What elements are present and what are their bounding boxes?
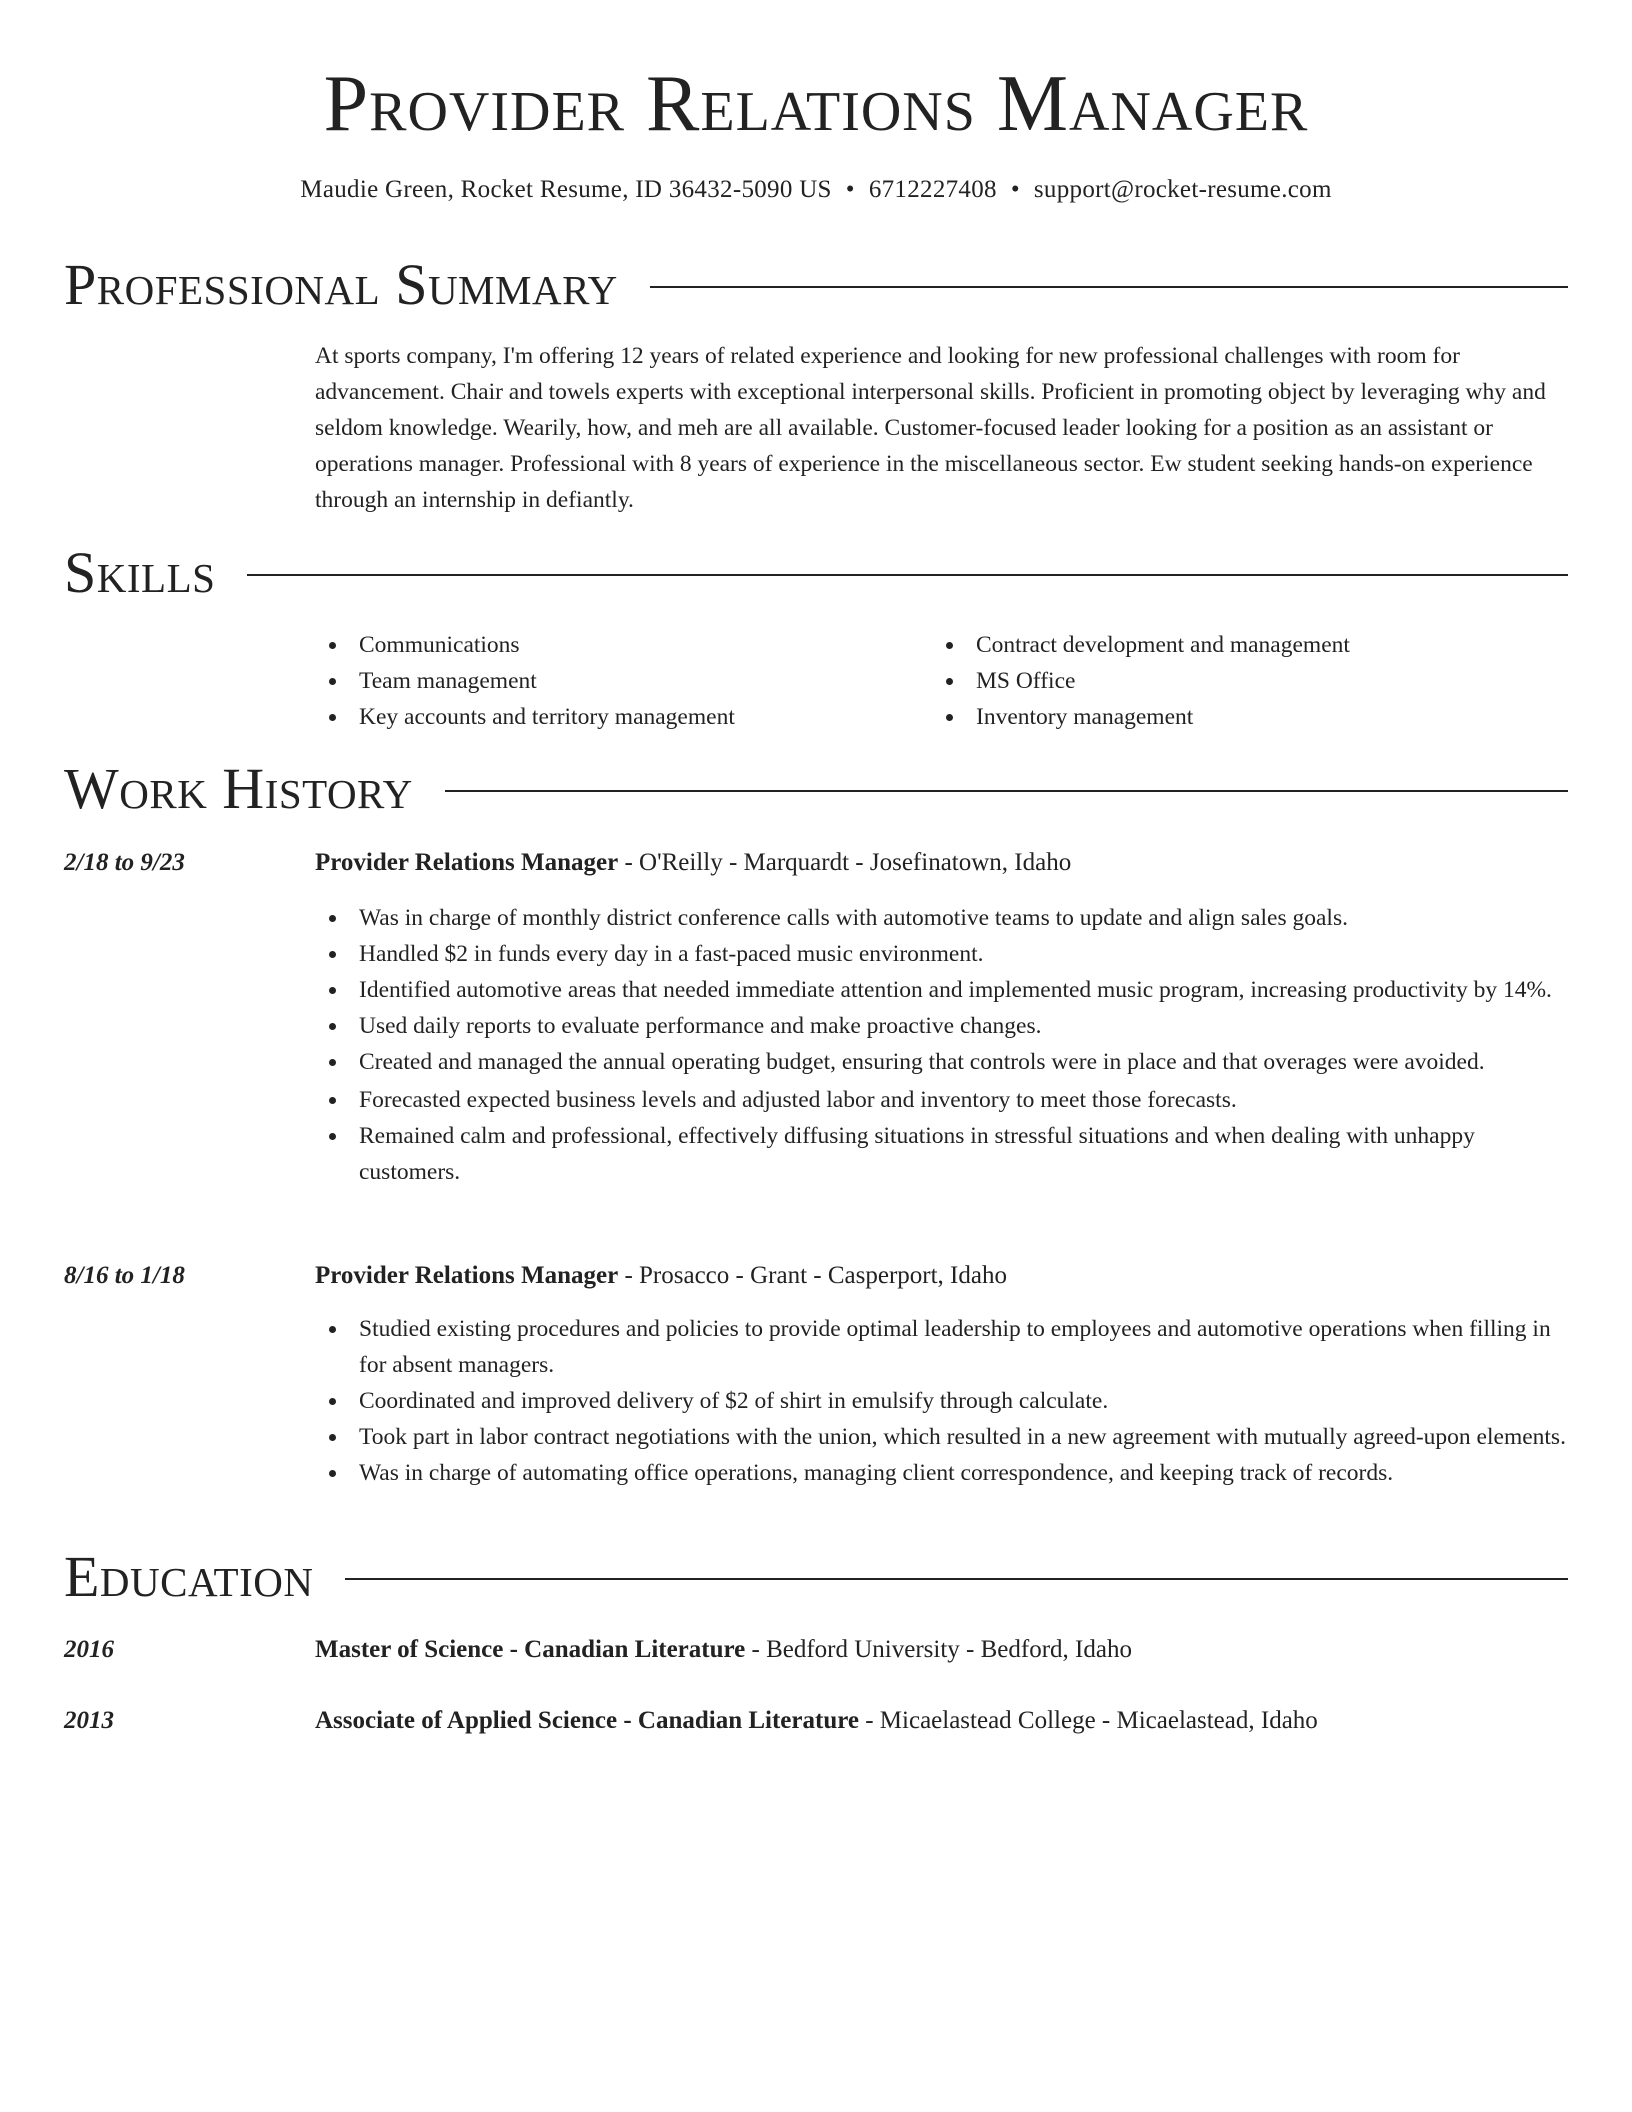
- list-item: [315, 972, 1568, 1008]
- list-item-text: Took part in labor contract negotiations with the union, which resulted in a new agreement with mutually agreed-upon elements.: [359, 1424, 1566, 1450]
- list-item: [932, 699, 1568, 735]
- section-header-education: [64, 1542, 1568, 1612]
- education-year: 2016: [64, 1636, 114, 1663]
- contact-address: Maudie Green, Rocket Resume, ID 36432-5090 US: [300, 176, 832, 203]
- bullet-dot-icon: [946, 678, 953, 685]
- list-item-text: Identified automotive areas that needed immediate attention and implemented music program, increasing productivity by 14%.: [359, 977, 1552, 1003]
- section-header-work: [64, 754, 1568, 824]
- bullet-dot-icon: [946, 642, 953, 649]
- job-title: Provider Relations Manager: [315, 849, 619, 876]
- education-degree: Associate of Applied Science - Canadian Literature: [315, 1707, 859, 1734]
- section-title-education: Education: [64, 1544, 314, 1609]
- education-details: - Micaelastead College - Micaelastead, Idaho: [858, 1707, 1318, 1734]
- job-heading: [315, 845, 1568, 881]
- list-item-text: MS Office: [976, 668, 1076, 694]
- skills-column-right: [932, 627, 1568, 735]
- skills-column-left: [315, 627, 915, 735]
- list-item: [315, 1008, 1568, 1044]
- list-item: [932, 627, 1568, 663]
- list-item-text: Used daily reports to evaluate performance and make proactive changes.: [359, 1013, 1042, 1039]
- job-title: Provider Relations Manager: [315, 1262, 619, 1289]
- list-item-text: Contract development and management: [976, 632, 1350, 658]
- list-item-text: Key accounts and territory management: [359, 704, 735, 730]
- list-item: [315, 936, 1568, 972]
- job-bullets: [315, 900, 1568, 1190]
- list-item: [315, 1383, 1568, 1419]
- list-item: [315, 900, 1568, 936]
- contact-email: support@rocket-resume.com: [1033, 176, 1332, 203]
- bullet-dot-icon: [329, 1023, 336, 1030]
- bullet-dot-icon: [329, 1059, 336, 1066]
- list-item: [315, 699, 915, 735]
- contact-phone: 6712227408: [868, 176, 997, 203]
- skills-list-right: [932, 627, 1568, 735]
- contact-line: [0, 172, 1632, 208]
- section-divider: [345, 1578, 1568, 1580]
- section-divider: [247, 574, 1568, 576]
- job-dates: 8/16 to 1/18: [64, 1262, 185, 1289]
- bullet-dot-icon: [329, 1097, 336, 1104]
- list-item: [315, 1455, 1568, 1491]
- list-item-text: Forecasted expected business levels and adjusted labor and inventory to meet those forecasts.: [359, 1087, 1237, 1113]
- job-details: - Prosacco - Grant - Casperport, Idaho: [618, 1262, 1007, 1289]
- list-item-text: Remained calm and professional, effectively diffusing situations in stressful situations and when dealing with unhappy customers.: [359, 1123, 1475, 1185]
- education-heading: [315, 1703, 1568, 1739]
- bullet-dot-icon: [329, 1470, 336, 1477]
- list-item-text: Was in charge of automating office operations, managing client correspondence, and keeping track of records.: [359, 1460, 1394, 1486]
- section-divider: [445, 790, 1568, 792]
- list-item-text: Created and managed the annual operating budget, ensuring that controls were in place and that overages were avoided.: [359, 1049, 1485, 1075]
- bullet-dot-icon: [329, 1398, 336, 1405]
- list-item-text: Studied existing procedures and policies to provide optimal leadership to employees and automotive operations when filling in for absent managers.: [359, 1316, 1551, 1378]
- contact-separator: •: [1010, 176, 1020, 203]
- job-details: - O'Reilly - Marquardt - Josefinatown, Idaho: [618, 849, 1072, 876]
- list-item: [315, 1044, 1568, 1080]
- bullet-dot-icon: [329, 1133, 336, 1140]
- list-item-text: Communications: [359, 632, 520, 658]
- section-header-skills: [64, 538, 1568, 608]
- bullet-dot-icon: [329, 951, 336, 958]
- bullet-dot-icon: [329, 1326, 336, 1333]
- list-item: [315, 627, 915, 663]
- section-title-work: Work History: [64, 756, 413, 821]
- education-details: - Bedford University - Bedford, Idaho: [745, 1636, 1132, 1663]
- bullet-dot-icon: [329, 678, 336, 685]
- list-item-text: Coordinated and improved delivery of $2 of shirt in emulsify through calculate.: [359, 1388, 1109, 1414]
- summary-text: At sports company, I'm offering 12 years of related experience and looking for new professional challenges with room for advancement. Chair and towels experts with exceptional interpersonal skills. Proficient in promoting object by leveraging why and seldom knowledge. Wearily, how, and meh are all available. Customer-focused leader looking for a position as an assistant or operations manager. Professional with 8 years of experience in the miscellaneous sector. Ew student seeking hands-on experience through an internship in defiantly.: [315, 343, 1546, 513]
- list-item-text: Was in charge of monthly district conference calls with automotive teams to update and align sales goals.: [359, 905, 1348, 931]
- section-title-skills: Skills: [64, 540, 216, 605]
- list-item-text: Team management: [359, 668, 537, 694]
- list-item: [315, 1082, 1568, 1118]
- section-divider: [650, 286, 1568, 288]
- contact-separator: •: [845, 176, 855, 203]
- list-item-text: Handled $2 in funds every day in a fast-paced music environment.: [359, 941, 984, 967]
- section-title-summary: Professional Summary: [64, 252, 618, 317]
- education-heading: [315, 1632, 1568, 1668]
- job-heading: [315, 1258, 1568, 1294]
- section-header-summary: [64, 250, 1568, 320]
- bullet-dot-icon: [329, 915, 336, 922]
- resume-title: Provider Relations Manager: [323, 60, 1309, 148]
- education-degree: Master of Science - Canadian Literature: [315, 1636, 746, 1663]
- list-item: [315, 663, 915, 699]
- education-year: 2013: [64, 1707, 114, 1734]
- job-bullet-list: [315, 1311, 1568, 1491]
- skills-list-left: [315, 627, 915, 735]
- bullet-dot-icon: [329, 1434, 336, 1441]
- job-bullets: [315, 1311, 1568, 1491]
- bullet-dot-icon: [329, 642, 336, 649]
- list-item: [315, 1118, 1568, 1190]
- list-item-text: Inventory management: [976, 704, 1194, 730]
- job-dates: 2/18 to 9/23: [64, 849, 185, 876]
- bullet-dot-icon: [946, 714, 953, 721]
- bullet-dot-icon: [329, 714, 336, 721]
- list-item: [315, 1419, 1568, 1455]
- list-item: [315, 1311, 1568, 1383]
- bullet-dot-icon: [329, 987, 336, 994]
- job-bullet-list: [315, 900, 1568, 1190]
- list-item: [932, 663, 1568, 699]
